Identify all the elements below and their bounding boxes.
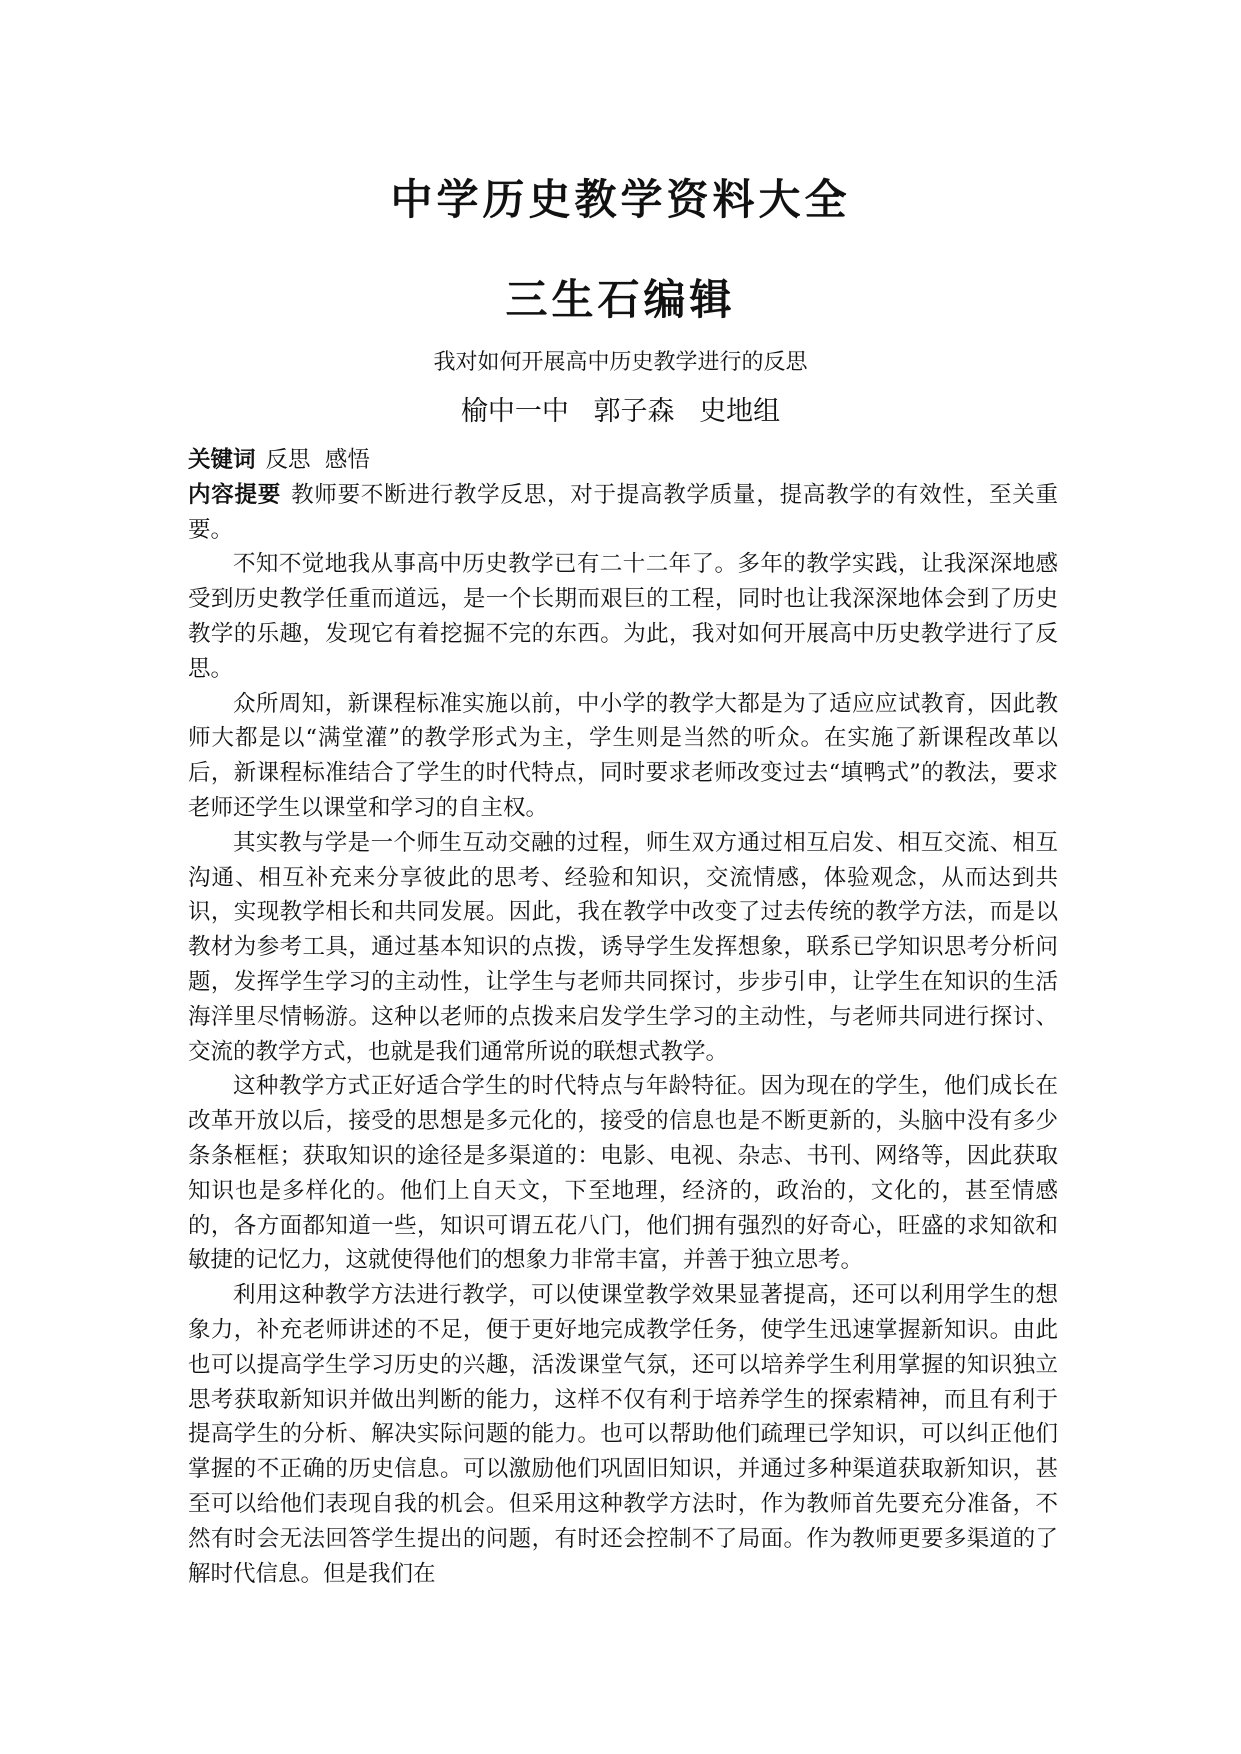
keywords-line [188,443,1058,478]
editor-line: 三生石编辑 [505,275,736,324]
abstract-value: 教师要不断进行教学反思，对于提高教学质量，提高教学的有效性，至关重要。 [188,481,1058,543]
paragraph-5: 利用这种教学方法进行教学，可以使课堂教学效果显著提高，还可以利用学生的想象力，补充老师讲述的不足，便于更好地完成教学任务，使学生迅速掌握新知识。由此也可以提高学生学习历史的兴趣，活泼课堂气氛，还可以培养学生利用掌握的知识独立思考获取新知识并做出判断的能力，这样不仅有利于培养学生的探索精神，而且有利于提高学生的分析、解决实际问题的能力。也可以帮助他们疏理已学知识，可以纠正他们掌握的不正确的历史信息。可以激励他们巩固旧知识，并通过多种渠道获取新知识，甚至可以给他们表现自我的机会。但采用这种教学方法时，作为教师首先要充分准备，不然有时会无法回答学生提出的问题，有时还会控制不了局面。作为教师更要多渠道的了解时代信息。但是我们在 [188,1282,1058,1587]
article-body [188,443,1058,1591]
author-school: 榆中一中 [460,396,569,427]
paragraph-3: 其实教与学是一个师生互动交融的过程，师生双方通过相互启发、相互交流、相互沟通、相互补充来分享彼此的思考、经验和知识，交流情感，体验观念，从而达到共识，实现教学相长和共同发展。因此，我在教学中改变了过去传统的教学方法，而是以教材为参考工具，通过基本知识的点拨，诱导学生发挥想象，联系已学知识思考分析问题，发挥学生学习的主动性，让学生与老师共同探讨，步步引申，让学生在知识的生活海洋里尽情畅游。这种以老师的点拨来启发学生学习的主动性，与老师共同进行探讨、交流的教学方式，也就是我们通常所说的联想式教学。 [188,829,1058,1065]
author-line [0,392,1241,432]
abstract-label: 内容提要 [188,481,282,508]
article-subtitle: 我对如何开展高中历史教学进行的反思 [433,350,808,375]
abstract-line [188,478,1058,548]
paragraph-2: 众所周知，新课程标准实施以前，中小学的教学大都是为了适应应试教育，因此教师大都是以“满堂灌”的教学形式为主，学生则是当然的听众。在实施了新课程改革以后，新课程标准结合了学生的时代特点，同时要求老师改变过去“填鸭式”的教法，要求老师还学生以课堂和学习的自主权。 [188,690,1058,821]
keywords-label: 关键词 [188,447,256,473]
paragraph-4: 这种教学方式正好适合学生的时代特点与年龄特征。因为现在的学生，他们成长在改革开放以后，接受的思想是多元化的，接受的信息也是不断更新的，头脑中没有多少条条框框；获取知识的途径是多渠道的：电影、电视、杂志、书刊、网络等，因此获取知识也是多样化的。他们上自天文，下至地理，经济的，政治的，文化的，甚至情感的，各方面都知道一些，知识可谓五花八门，他们拥有强烈的好奇心，旺盛的求知欲和敏捷的记忆力，这就使得他们的想象力非常丰富，并善于独立思考。 [188,1073,1058,1274]
keywords-value: 反思 感悟 [265,447,370,473]
author-name: 郭子森 [593,396,675,427]
author-group: 史地组 [699,396,781,427]
paragraph-1: 不知不觉地我从事高中历史教学已有二十二年了。多年的教学实践，让我深深地感受到历史教学任重而道远，是一个长期而艰巨的工程，同时也让我深深地体会到了历史教学的乐趣，发现它有着挖掘不完的东西。为此，我对如何开展高中历史教学进行了反思。 [188,551,1058,682]
document-title: 中学历史教学资料大全 [390,175,851,224]
